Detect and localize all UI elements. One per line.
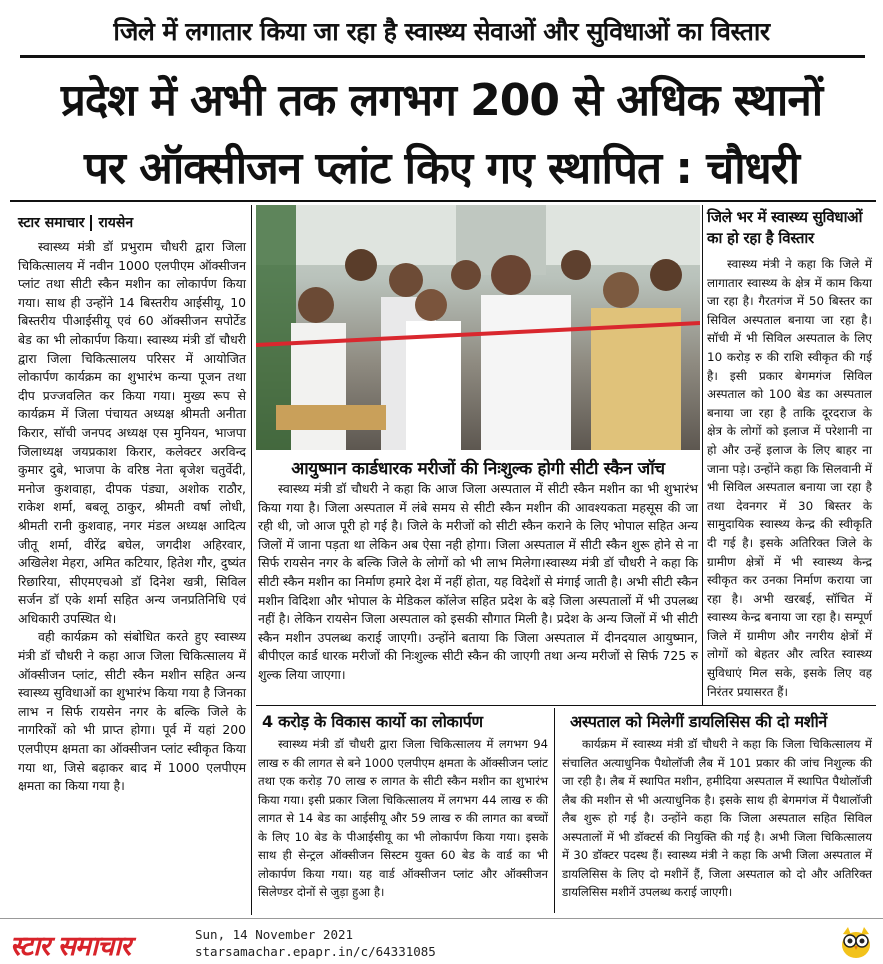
bottom-right-story-text: कार्यक्रम में स्वास्थ्य मंत्री डॉ चौधरी ने कहा कि जिला चिकित्सालय में संचालित अत्याधुनिक पैथोलॉजी लैब में 101 प्रकार की जांच निशुल्क की जा रही है। लैब में स्थापित मशीन, हमीदिया अस्पताल में स्थापित पैथोलॉजी लैब की मशीन से भी अत्याधुनिक है। इसके साथ ही बेगमगंज में पैथालॉजी लैब शुरू हो गई है। उन्होंने कहा कि जिला अस्पताल सहित सिविल अस्पतालों में भी डॉक्टर्स की नियुक्ति की गई है। अभी जिला चिकित्सालय में 30 डॉक्टर पदस्थ हैं। स्वास्थ्य मंत्री ने कहा कि अभी जिला अस्पताल में डायलिसिस के लिए दो मशीनें हैं, जिला अस्पताल को दो और अतिरिक्त डायलिसिस मशीनें उपलब्ध कराई जाएगी। bbox=[562, 737, 872, 899]
owl-icon bbox=[838, 925, 874, 959]
ribbon-cutting-photo bbox=[256, 205, 700, 450]
right-heading-line-1: जिले भर में स्वास्थ्य सुविधाओं bbox=[707, 208, 863, 226]
bottom-left-heading: 4 करोड़ के विकास कार्यो का लोकार्पण bbox=[262, 712, 483, 731]
tray bbox=[276, 405, 386, 430]
right-column-text: स्वास्थ्य मंत्री ने कहा कि जिले में लागातार स्वास्थ्य के क्षेत्र में काम किया जा रहा है। गैरतगंज में 50 बिस्तर का सिविल अस्पताल बनाया जा रहा है। सॉची में भी सिविल अस्पताल के लिए 10 करोड़ रु की राशि स्वीकृत की गई है। इसी प्रकार बेगमगंज सिविल अस्पताल को 100 बेड का अस्पताल बनाया जा रहा है ताकि दूरदराज के क्षेत्र के लोगों को इलाज में परेशानी ना हो और उन्हें इलाज के लिए बाहर ना जाना पड़े। उन्होंने कहा कि सिलवानी में भी सिविल अस्पताल बनाया जा रहा है तथा देवनगर में 30 बिस्तर के सामुदायिक स्वास्थ्य केन्द्र की स्वीकृति दी गई है। इसके अतिरिक्त जिले के ग्रामीण क्षेत्रों में भी स्वास्थ्य केन्द्र स्वीकृत कर उनका निर्माण कराया जा रहा है। अभी खरबई, सॉचित में स्वास्थ्य केन्द्र बनाया जा रहा है। सम्पूर्ण जिले में ग्रामीण और नगरीय क्षेत्रों में लोगों को बेहतर और त्वरित स्वास्थ्य सुविधाएं मिल सके, इसके लिए वह निरंतर प्रयासरत हैं। bbox=[707, 257, 872, 699]
right-heading-line-2: का हो रहा है विस्तार bbox=[707, 229, 814, 247]
center-story-text: स्वास्थ्य मंत्री डॉ चौधरी ने कहा कि आज जिला अस्पताल में सीटी स्कैन मशीन का भी शुभारंभ किया गया है। जिला अस्पताल में लंबे समय से सीटी स्कैन मशीन की आवश्यकता महसूस की जा रही थी, जो आज पूरी हो गई है। जिले के मरीजों को सीटी स्कैन कराने के लिए भोपाल सहित अन्य जिलों में जाना पड़ता था लेकिन अब ऐसा नही होगा। जिला अस्पताल में सीटी स्कैन शुरू होने से ना सिर्फ रायसेन नगर के बल्कि जिले के लोगों को भी लाभ मिलेगा।स्वास्थ्य मंत्री डॉ चौधरी ने कहा कि सीटी स्कैन मशीन का निर्माण हमारे देश में नहीं होता, यह विदेशों से मंगाई जाती है। अभी सीटी स्कैन मशीन विदिशा और भोपाल के मेडिकल कॉलेज सहित प्रदेश के बड़े जिला अस्पतालों में भी उपलब्ध नहीं है। लेकिन रायसेन जिला अस्पताल को इसकी सौगात मिली है। प्रदेश के अन्य जिलों में भी सीटी स्कैन मशीन उपलब्ध कराई जाएगी। उन्होंने बताया कि जिला अस्पताल में दीनदयाल आयुष्मान, बीपीएल कार्ड धारक मरीजों की निःशुल्क सीटी स्कैन की जाएगी तथा अन्य मरीजों से सिर्फ 725 रु शुल्क लिया जाएगा। bbox=[258, 481, 698, 682]
divider bbox=[20, 55, 865, 58]
brand-logo: स्टार समाचार bbox=[10, 931, 131, 962]
epaper-url[interactable]: starsamachar.epapr.in/c/64331085 bbox=[195, 944, 436, 959]
byline bbox=[18, 213, 133, 232]
bottom-left-story bbox=[258, 735, 548, 902]
kicker-headline: जिले में लगातार किया जा रहा है स्वास्थ्य सेवाओं और सुविधाओं का विस्तार bbox=[113, 17, 770, 46]
column-divider bbox=[702, 205, 703, 705]
center-story bbox=[258, 480, 698, 685]
byline-separator bbox=[90, 215, 92, 231]
headline-line-1: प्रदेश में अभी तक लगभग 200 से अधिक स्थानों bbox=[60, 75, 823, 126]
bottom-left-story-text: स्वास्थ्य मंत्री डॉ चौधरी द्वारा जिला चिकित्सालय में लगभग 94 लाख रु की लागत से बने 1000 एलपीएम क्षमता के ऑक्सीजन प्लांट तथा एक करोड़ 70 लाख रु लागत के सीटी स्कैन मशीन का शुभारंभ किया गया। इसी प्रकार जिला चिकित्सालय में लगभग 44 लाख रु की लागत से 14 बेड का आईसीयू और 59 लाख रु की लागत का बच्चों के लिए 10 बेड के पीआईसीयू का भी लोकार्पण किया गया। इसके साथ ही सेन्ट्रल ऑक्सीजन सिस्टम युक्त 60 बेड के वार्ड का भी लोकार्पण किया गया। यह वार्ड ऑक्सीजन प्लांट और ऑक्सीजन सिलेण्डर दोनों से जुड़ा हुआ है। bbox=[258, 737, 548, 899]
edition-date: Sun, 14 November 2021 bbox=[195, 927, 354, 942]
divider bbox=[256, 705, 876, 706]
bottom-right-story bbox=[562, 735, 872, 902]
photo-caption-heading: आयुष्मान कार्डधारक मरीजों की निःशुल्क होगी सीटी स्कैन जॉच bbox=[291, 459, 665, 479]
left-paragraph: स्वास्थ्य मंत्री डॉ प्रभुराम चौधरी द्वारा जिला चिकित्सालय में नवीन 1000 एलपीएम ऑक्सीजन प्लांट तथा सीटी स्कैन मशीन का लोकार्पण किया गया। साथ ही उन्होंने 14 बिस्तरीय आईसीयू, 10 बिस्तरीय पीआईसीयू एवं 60 ऑक्सीजन सपोर्टेड बेड का भी लोकार्पण किया। स्वास्थ्य मंत्री डॉ चौधरी द्वारा जिला चिकित्सालय परिसर में आयोजित लोकार्पण कार्यक्रम का शुभारंभ कन्या पूजन तथा दीप प्रज्जवलित कर किया गया। मुख्य रूप से कार्यक्रम में जिला पंचायत अध्यक्ष श्रीमती अनीता किरार, सॉची जनपद अध्यक्ष एस मुनियन, भाजपा जिलाध्यक्ष जयप्रकाश किरार, कलेक्टर अरविन्द कुमार दुबे, भाजपा के वरिष्ठ नेता बृजेश चतुर्वेदी, मनोज कुशवाहा, दीपक पंड्या, अशोक राठौर, राकेश शर्मा, बबलू ठाकुर, श्रीमती वर्षा लोधी, श्रीमती रानी कुशवाह, नगर मंडल अध्यक्ष आदित्य जीतू शर्मा, वीरेंद्र बघेल, जगदीश अहिरवार, अखिलेश मेहरा, अमित कटियार, हितेश गौर, दुष्यंत रिछारिया, सीएमएचओ डॉ दिनेश खत्री, सिविल सर्जन डॉ एके शर्मा सहित अन्य जनप्रतिनिधि एवं अधिकारी उपस्थित थे। bbox=[18, 239, 246, 626]
left-column bbox=[18, 238, 246, 796]
bottom-right-heading: अस्पताल को मिलेगीं डायलिसिस की दो मशीनें bbox=[570, 712, 828, 731]
footer-divider bbox=[0, 918, 883, 919]
footer-meta bbox=[195, 926, 436, 960]
byline-source: स्टार समाचार bbox=[18, 215, 85, 231]
right-column bbox=[707, 255, 872, 701]
column-divider bbox=[554, 708, 555, 913]
news-photo bbox=[256, 205, 700, 450]
divider bbox=[10, 200, 876, 202]
column-divider bbox=[251, 205, 252, 915]
left-paragraph: वही कार्यक्रम को संबोधित करते हुए स्वास्थ्य मंत्री डॉ चौधरी ने कहा आज जिला चिकित्सालय में ऑक्सीजन प्लांट, सीटी स्कैन मशीन सहित अन्य स्वास्थ्य सुविधाओं का शुभारंभ किया गया है जिनका लाभ न सिर्फ रायसेन नगर के बल्कि जिले के नागरिकों को भी प्राप्त होगा। पूर्व में यहां 200 एलपीएम क्षमता का ऑक्सीजन प्लांट स्वीकृत किया गया था, जिसे बढ़ाकर बाद में 1000 एलपीएम क्षमता का किया गया है। bbox=[18, 629, 246, 794]
headline-line-2: पर ऑक्सीजन प्लांट किए गए स्थापित : चौधरी bbox=[83, 143, 800, 194]
byline-place: रायसेन bbox=[98, 215, 134, 231]
